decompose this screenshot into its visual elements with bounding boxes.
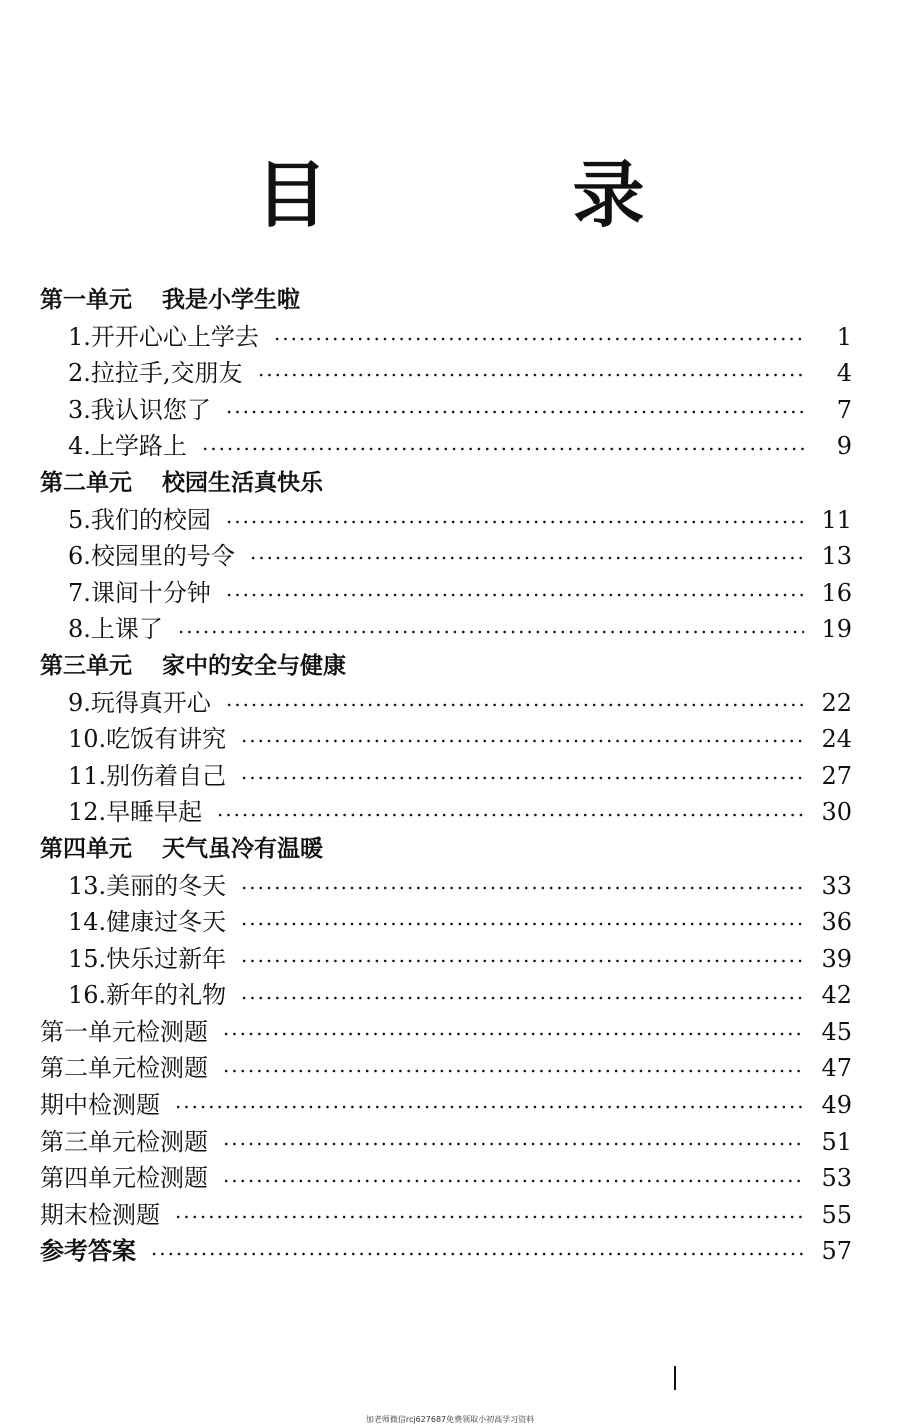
- page-number: 55: [821, 1200, 852, 1229]
- page-number: 47: [821, 1054, 852, 1083]
- entry-title: 16.新年的礼物: [68, 981, 227, 1010]
- entry-title: 8.上课了: [68, 615, 163, 644]
- entry-title: 期末检测题: [40, 1200, 160, 1229]
- toc-test-entry[interactable]: [40, 1087, 852, 1124]
- page-number: 19: [821, 615, 852, 644]
- entry-title: 12.早睡早起: [68, 798, 203, 827]
- entry-title: 5.我们的校园: [68, 505, 211, 534]
- toc-unit-heading[interactable]: [40, 282, 852, 319]
- dot-leader: [225, 703, 804, 707]
- dot-leader: [222, 1069, 804, 1073]
- page-number: 9: [836, 432, 852, 461]
- dot-leader: [222, 1032, 804, 1036]
- unit-title: 校园生活真快乐: [162, 469, 323, 496]
- toc-test-entry[interactable]: [40, 1124, 852, 1161]
- unit-title: 天气虽冷有温暖: [162, 835, 323, 862]
- page-number: 13: [821, 542, 852, 571]
- dot-leader: [150, 1252, 804, 1256]
- toc-entry[interactable]: [40, 575, 852, 612]
- entry-title: 14.健康过冬天: [68, 908, 227, 937]
- dot-leader: [225, 410, 804, 414]
- unit-number: 第四单元: [40, 835, 132, 862]
- dot-leader: [225, 520, 804, 524]
- toc-entry[interactable]: [40, 355, 852, 392]
- toc-unit-heading[interactable]: [40, 648, 852, 685]
- toc-entry[interactable]: [40, 941, 852, 978]
- entry-title: 6.校园里的号令: [68, 542, 235, 571]
- page-number: 51: [821, 1127, 852, 1156]
- dot-leader: [257, 373, 804, 377]
- dot-leader: [273, 337, 804, 341]
- page-number: 42: [821, 981, 852, 1010]
- entry-title: 1.开开心心上学去: [68, 322, 259, 351]
- toc-entry[interactable]: [40, 685, 852, 722]
- toc-entry[interactable]: [40, 794, 852, 831]
- dot-leader: [240, 996, 804, 1000]
- page-number: 49: [821, 1091, 852, 1120]
- unit-number: 第二单元: [40, 469, 132, 496]
- entry-title: 11.别伤着自己: [68, 761, 227, 790]
- page-number: 16: [821, 578, 852, 607]
- toc-entry[interactable]: [40, 428, 852, 465]
- entry-title: 第三单元检测题: [40, 1127, 208, 1156]
- dot-leader: [222, 1142, 804, 1146]
- dot-leader: [216, 813, 804, 817]
- page-number: 4: [836, 359, 852, 388]
- dot-leader: [201, 447, 804, 451]
- page-number: 24: [821, 725, 852, 754]
- toc-test-entry[interactable]: [40, 1014, 852, 1051]
- page-number: 57: [821, 1237, 852, 1266]
- dot-leader: [177, 630, 804, 634]
- toc-entry[interactable]: [40, 904, 852, 941]
- footer-note: 加老师微信rcj627687免费领取小初高学习资料: [365, 1415, 535, 1424]
- toc-answers-entry[interactable]: [40, 1233, 852, 1270]
- dot-leader: [240, 922, 804, 926]
- toc-entry[interactable]: [40, 977, 852, 1014]
- dot-leader: [249, 556, 804, 560]
- entry-title: 10.吃饭有讲究: [68, 725, 227, 754]
- entry-title: 第四单元检测题: [40, 1164, 208, 1193]
- unit-title: 我是小学生啦: [162, 287, 300, 313]
- toc-test-entry[interactable]: [40, 1050, 852, 1087]
- toc-entry[interactable]: [40, 392, 852, 429]
- dot-leader: [240, 776, 804, 780]
- dot-leader: [174, 1105, 804, 1109]
- toc-entry[interactable]: [40, 758, 852, 795]
- table-of-contents: [40, 282, 852, 1270]
- page-number: 45: [821, 1017, 852, 1046]
- page-number: 53: [821, 1164, 852, 1193]
- page-folio-mark: [674, 1366, 676, 1390]
- entry-title: 7.课间十分钟: [68, 578, 211, 607]
- unit-number: 第一单元: [40, 287, 132, 313]
- toc-unit-heading[interactable]: [40, 465, 852, 502]
- toc-test-entry[interactable]: [40, 1197, 852, 1234]
- dot-leader: [240, 959, 804, 963]
- page-number: 22: [821, 688, 852, 717]
- entry-title: 第二单元检测题: [40, 1054, 208, 1083]
- page-number: 1: [836, 322, 852, 351]
- page-number: 27: [821, 761, 852, 790]
- dot-leader: [240, 739, 804, 743]
- page-title: 目 录: [255, 153, 755, 237]
- toc-test-entry[interactable]: [40, 1160, 852, 1197]
- dot-leader: [225, 593, 804, 597]
- toc-entry[interactable]: [40, 611, 852, 648]
- entry-title: 3.我认识您了: [68, 395, 211, 424]
- entry-title: 2.拉拉手,交朋友: [68, 359, 243, 388]
- toc-entry[interactable]: [40, 502, 852, 539]
- toc-entry[interactable]: [40, 538, 852, 575]
- page-number: 36: [821, 908, 852, 937]
- entry-title: 13.美丽的冬天: [68, 871, 227, 900]
- page-number: 11: [821, 505, 852, 534]
- dot-leader: [174, 1215, 804, 1219]
- page-number: 30: [821, 798, 852, 827]
- unit-number: 第三单元: [40, 652, 132, 679]
- dot-leader: [240, 886, 804, 890]
- toc-entry[interactable]: [40, 721, 852, 758]
- page-number: 33: [821, 871, 852, 900]
- dot-leader: [222, 1179, 804, 1183]
- entry-title: 第一单元检测题: [40, 1017, 208, 1046]
- toc-entry[interactable]: [40, 868, 852, 905]
- page-number: 7: [836, 395, 852, 424]
- entry-title: 期中检测题: [40, 1091, 160, 1120]
- entry-title: 参考答案: [40, 1237, 136, 1266]
- unit-title: 家中的安全与健康: [162, 652, 346, 679]
- entry-title: 9.玩得真开心: [68, 688, 211, 717]
- toc-unit-heading[interactable]: [40, 831, 852, 868]
- entry-title: 15.快乐过新年: [68, 944, 227, 973]
- page-number: 39: [821, 944, 852, 973]
- entry-title: 4.上学路上: [68, 432, 187, 461]
- toc-entry[interactable]: [40, 319, 852, 356]
